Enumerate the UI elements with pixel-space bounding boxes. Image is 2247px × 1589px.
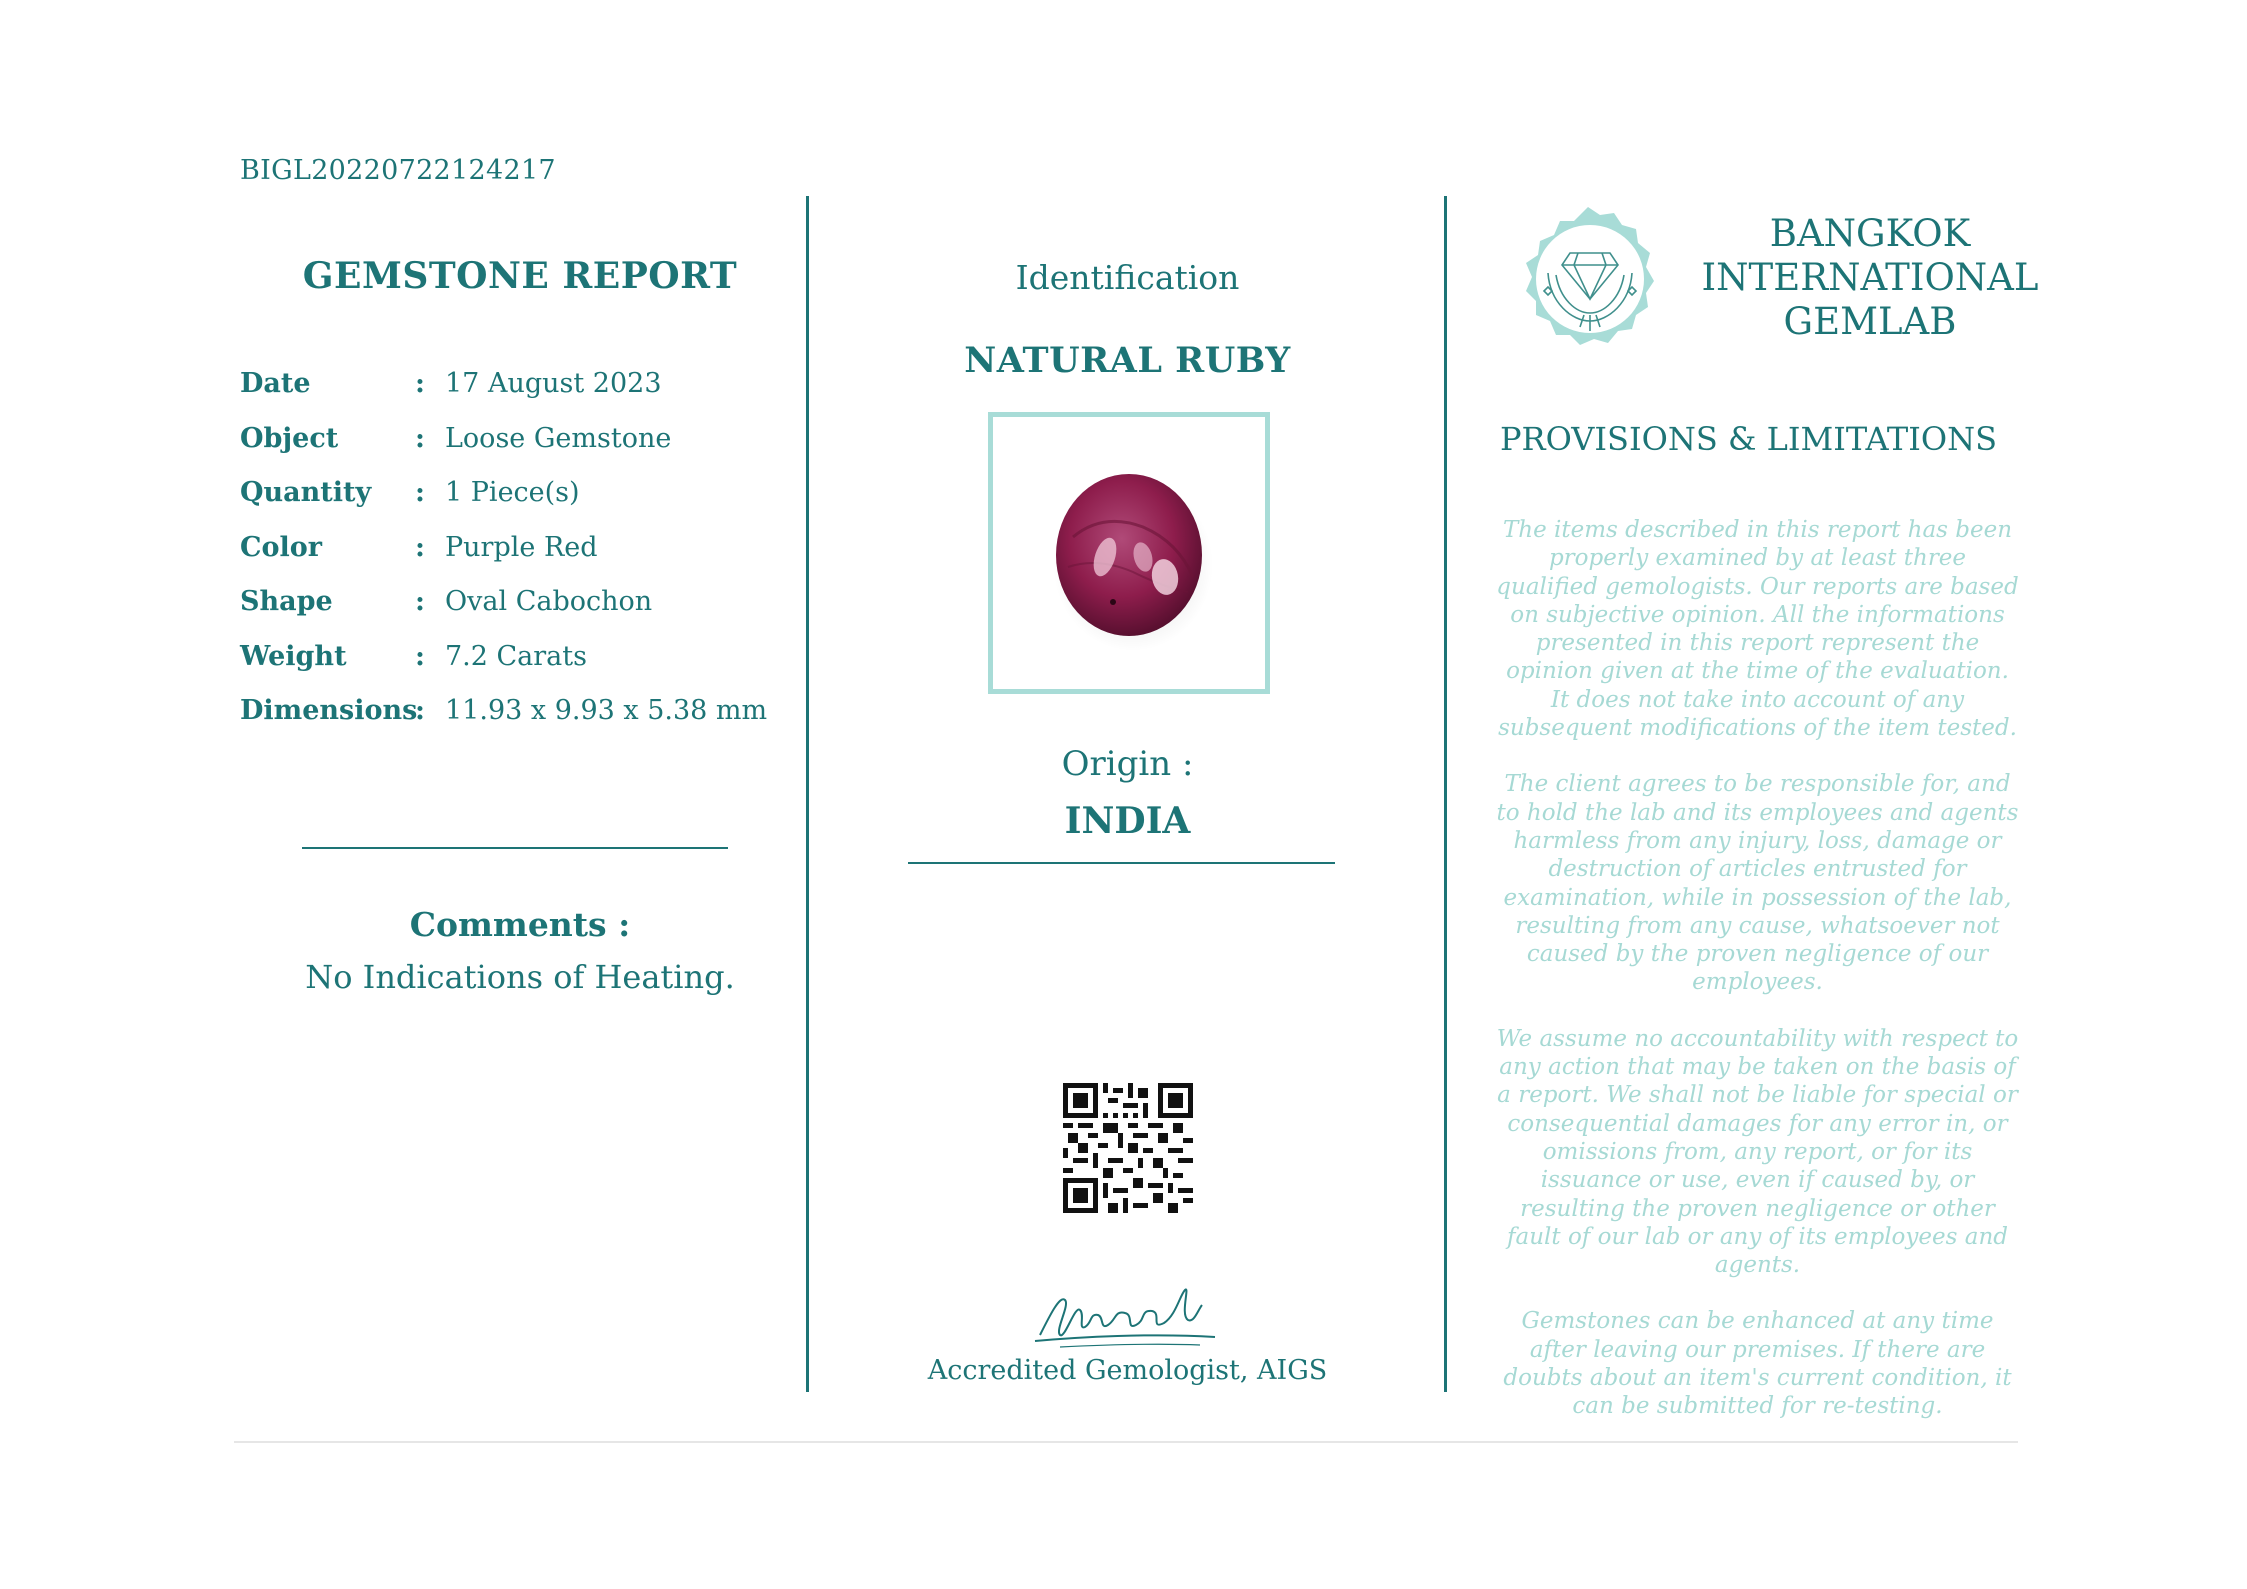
detail-colon: : — [415, 640, 425, 672]
detail-label: Shape — [240, 586, 333, 617]
detail-colon: : — [415, 586, 425, 617]
comments-text: No Indications of Heating. — [305, 958, 735, 996]
detail-label: Object — [240, 422, 339, 454]
middle-separator — [908, 862, 1335, 864]
detail-row-date — [240, 368, 800, 423]
detail-row-color — [240, 532, 800, 587]
detail-label: Date — [240, 368, 311, 399]
detail-value: 1 Piece(s) — [445, 477, 580, 508]
detail-colon: : — [415, 477, 425, 508]
detail-row-object — [240, 423, 800, 478]
detail-colon: : — [415, 531, 425, 563]
detail-value: 17 August 2023 — [445, 368, 662, 399]
provisions-paragraph-4: Gemstones can be enhanced at any time after leaving our premises. If there are doubts about an item's current condition, it can be submitted for re-testing. — [1503, 1308, 2012, 1420]
detail-colon: : — [415, 422, 425, 454]
detail-value: Oval Cabochon — [445, 586, 653, 617]
lab-name-line-3: GEMLAB — [1783, 300, 1957, 343]
report-id: BIGL20220722124217 — [240, 155, 556, 186]
origin-value: INDIA — [1064, 800, 1191, 842]
detail-colon: : — [415, 368, 425, 399]
detail-row-dimensions — [240, 695, 800, 750]
detail-colon: : — [415, 695, 425, 726]
detail-label: Dimensions — [240, 695, 418, 726]
detail-label: Color — [240, 531, 322, 563]
gemstone-photo — [988, 412, 1270, 694]
accredited-gemologist: Accredited Gemologist, AIGS — [927, 1355, 1328, 1386]
comments-label: Comments : — [409, 905, 631, 944]
ruby-cabochon-image — [993, 417, 1265, 689]
detail-row-shape — [240, 586, 800, 641]
detail-label: Quantity — [240, 477, 372, 508]
details-table — [240, 368, 800, 750]
detail-value: Purple Red — [445, 531, 598, 563]
provisions-title: PROVISIONS & LIMITATIONS — [1500, 420, 1997, 458]
identification-value: NATURAL RUBY — [964, 340, 1291, 381]
lab-name-line-2: INTERNATIONAL — [1701, 256, 2039, 299]
column-divider-right — [1444, 196, 1447, 1392]
detail-row-quantity — [240, 477, 800, 532]
signature-icon — [1030, 1275, 1220, 1355]
provisions-paragraph-1: The items described in this report has been properly examined by at least three qualified gemologists. Our reports are based on subjective opinion. All the informations presented in this report represent the opinion given at the time of the evaluation. It does not take into account of any subsequent modifications of the item tested. — [1496, 517, 2019, 742]
detail-value: 11.93 x 9.93 x 5.38 mm — [445, 695, 768, 726]
column-divider-left — [806, 196, 809, 1392]
qr-code-icon[interactable] — [1063, 1083, 1193, 1213]
report-title: GEMSTONE REPORT — [302, 255, 738, 297]
detail-value: Loose Gemstone — [445, 422, 672, 454]
origin-label: Origin : — [1061, 744, 1194, 784]
provisions-paragraph-3: We assume no accountability with respect to any action that may be taken on the basis of a report. We shall not be liable for special or consequential damages for any error in, or omissions from, any report, or for its issuance or use, even if caused by, or resulting the proven negligence or other fault of our lab or any of its employees and agents. — [1496, 1025, 2019, 1279]
left-separator — [302, 847, 728, 849]
lab-seal-icon — [1508, 203, 1668, 363]
detail-value: 7.2 Carats — [445, 640, 587, 672]
detail-row-weight — [240, 641, 800, 696]
identification-label: Identification — [1015, 258, 1240, 297]
provisions-body — [1495, 516, 2020, 1449]
provisions-paragraph-2: The client agrees to be responsible for, and to hold the lab and its employees and agents harmless from any injury, loss, damage or destruction of articles entrusted for examination, while in possession of the lab, resulting from any cause, whatsoever not caused by the proven negligence of our employees. — [1496, 771, 2019, 996]
lab-name-line-1: BANGKOK — [1769, 212, 1971, 255]
lab-name — [1700, 212, 2040, 344]
detail-label: Weight — [240, 640, 347, 672]
